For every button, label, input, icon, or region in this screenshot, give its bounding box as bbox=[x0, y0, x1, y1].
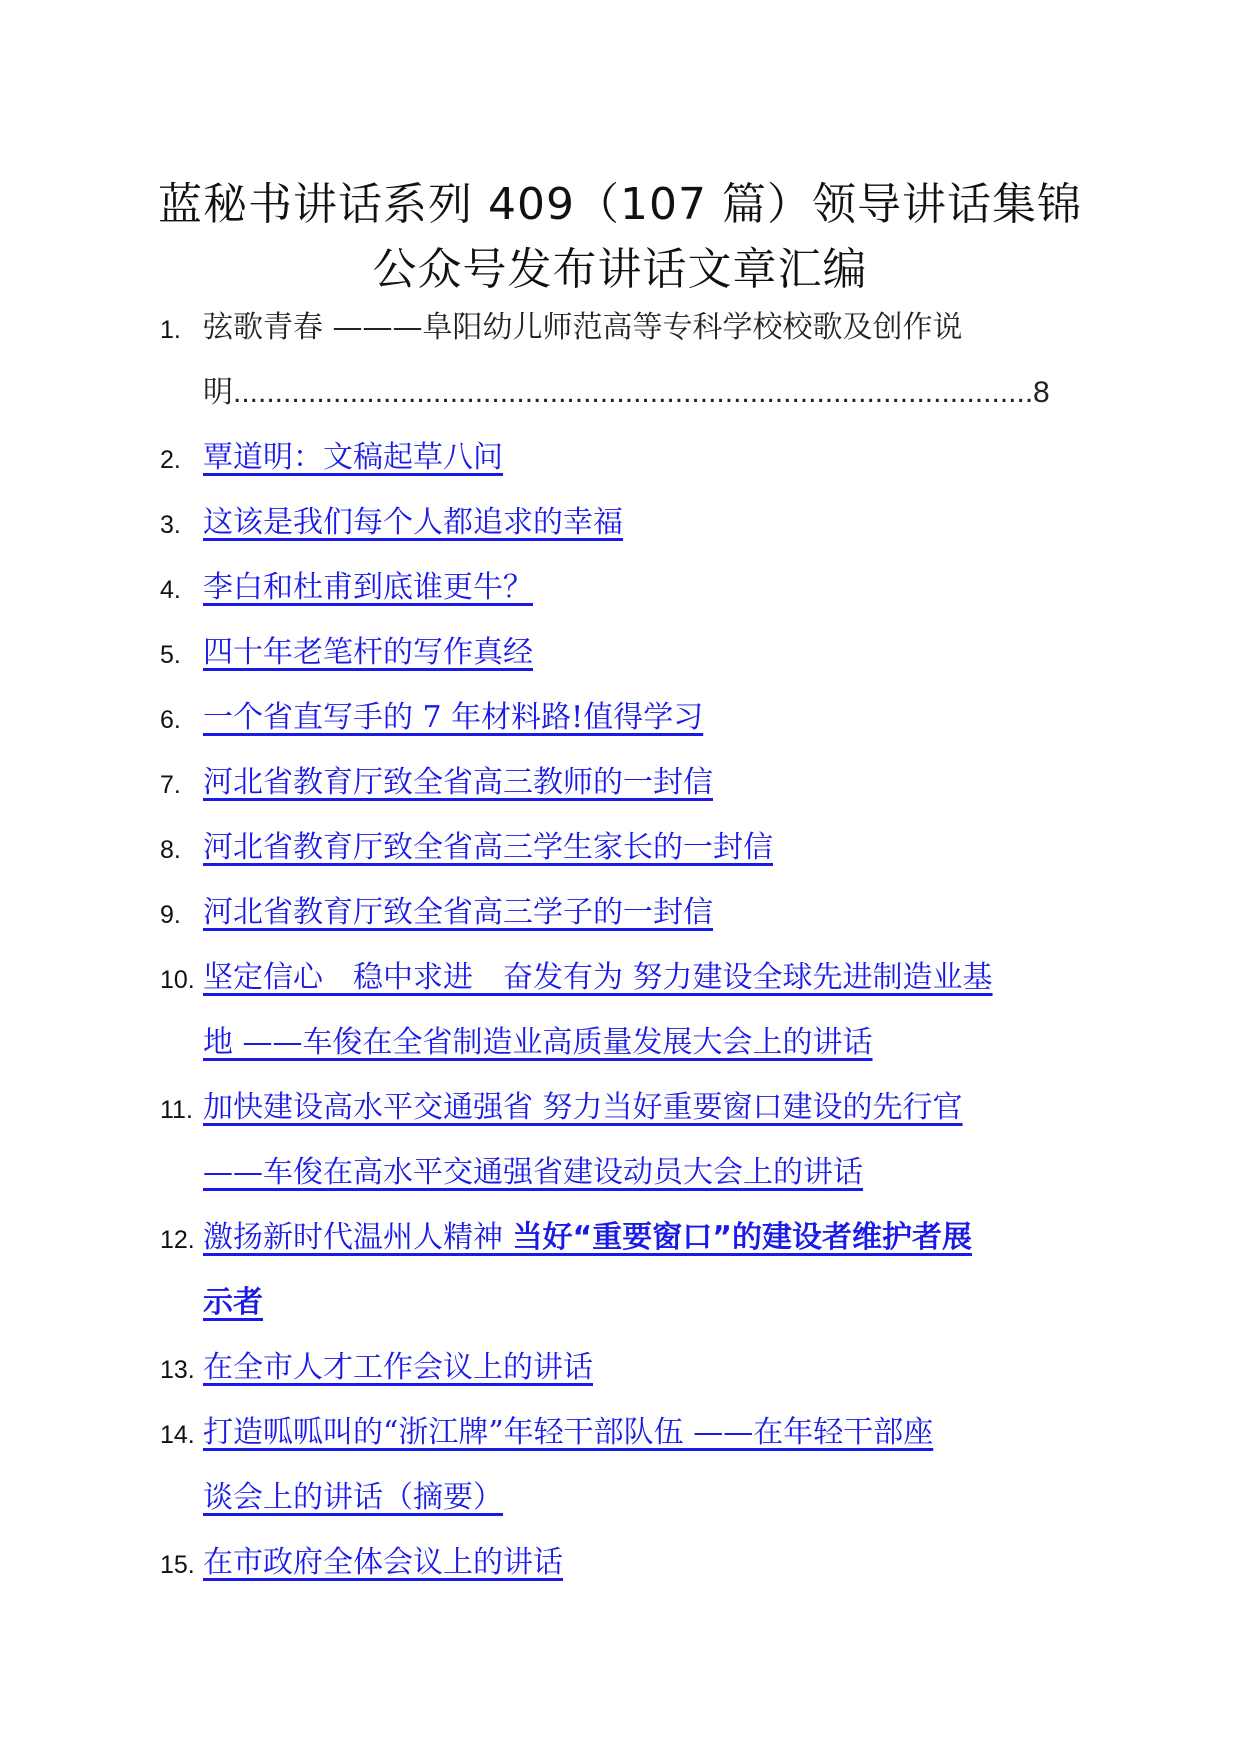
toc-number: 3. bbox=[160, 511, 181, 539]
toc-number: 13. bbox=[160, 1356, 195, 1384]
toc-number: 5. bbox=[160, 641, 181, 669]
toc-link[interactable]: 河北省教育厅致全省高三学子的一封信 bbox=[203, 895, 713, 930]
toc-link[interactable]: 在市政府全体会议上的讲话 bbox=[203, 1545, 563, 1580]
toc-link[interactable]: 河北省教育厅致全省高三教师的一封信 bbox=[203, 765, 713, 800]
toc-link[interactable] bbox=[203, 1218, 972, 1258]
toc-page-number: 8 bbox=[1033, 376, 1050, 409]
toc-number: 12. bbox=[160, 1226, 195, 1254]
toc-number: 14. bbox=[160, 1421, 195, 1449]
toc-number: 9. bbox=[160, 901, 181, 929]
toc-link[interactable]: 这该是我们每个人都追求的幸福 bbox=[203, 505, 623, 540]
toc-link[interactable]: 覃道明：文稿起草八问 bbox=[203, 440, 503, 475]
toc-number: 8. bbox=[160, 836, 181, 864]
toc-link[interactable]: 在全市人才工作会议上的讲话 bbox=[203, 1350, 593, 1385]
toc-link[interactable]: 一个省直写手的 7 年材料路!值得学习 bbox=[203, 700, 704, 735]
toc-link-continued[interactable]: 示者 bbox=[203, 1285, 263, 1320]
toc-link-continued[interactable]: 地 ——车俊在全省制造业高质量发展大会上的讲话 bbox=[203, 1025, 873, 1060]
toc-link[interactable]: 打造呱呱叫的“浙江牌”年轻干部队伍 ——在年轻干部座 bbox=[203, 1415, 934, 1450]
toc-link[interactable]: 河北省教育厅致全省高三学生家长的一封信 bbox=[203, 830, 773, 865]
toc-number: 1. bbox=[160, 316, 181, 344]
toc-link-continued[interactable]: 谈会上的讲话（摘要） bbox=[203, 1480, 503, 1515]
toc-number: 4. bbox=[160, 576, 181, 604]
toc-link-continued[interactable]: ——车俊在高水平交通强省建设动员大会上的讲话 bbox=[203, 1155, 863, 1190]
toc-entry-text-tail: 明 bbox=[203, 375, 233, 410]
toc-number: 11. bbox=[160, 1096, 193, 1124]
toc-number: 10. bbox=[160, 966, 195, 994]
document-title-line1: 蓝秘书讲话系列 409（107 篇）领导讲话集锦 bbox=[158, 179, 1082, 230]
toc-link[interactable]: 四十年老笔杆的写作真经 bbox=[203, 635, 533, 670]
toc-link-bold[interactable]: 当好“重要窗口”的建设者维护者展 bbox=[512, 1220, 972, 1255]
toc-link[interactable]: 加快建设高水平交通强省 努力当好重要窗口建设的先行官 bbox=[203, 1090, 963, 1125]
toc-number: 15. bbox=[160, 1551, 195, 1579]
toc-number: 6. bbox=[160, 706, 181, 734]
toc-link[interactable]: 李白和杜甫到底谁更牛？ bbox=[203, 570, 533, 605]
document-title-line2: 公众号发布讲话文章汇编 bbox=[372, 244, 868, 295]
toc-entry-text: 弦歌青春 ———阜阳幼儿师范高等专科学校校歌及创作说 bbox=[203, 310, 963, 345]
toc-number: 7. bbox=[160, 771, 181, 799]
toc-number: 2. bbox=[160, 446, 181, 474]
toc-link-regular[interactable]: 激扬新时代温州人精神 bbox=[203, 1220, 513, 1255]
toc-dot-leader bbox=[233, 373, 1033, 413]
toc-entry-text-continued bbox=[203, 373, 1050, 413]
toc-link[interactable]: 坚定信心 稳中求进 奋发有为 努力建设全球先进制造业基 bbox=[203, 960, 993, 995]
